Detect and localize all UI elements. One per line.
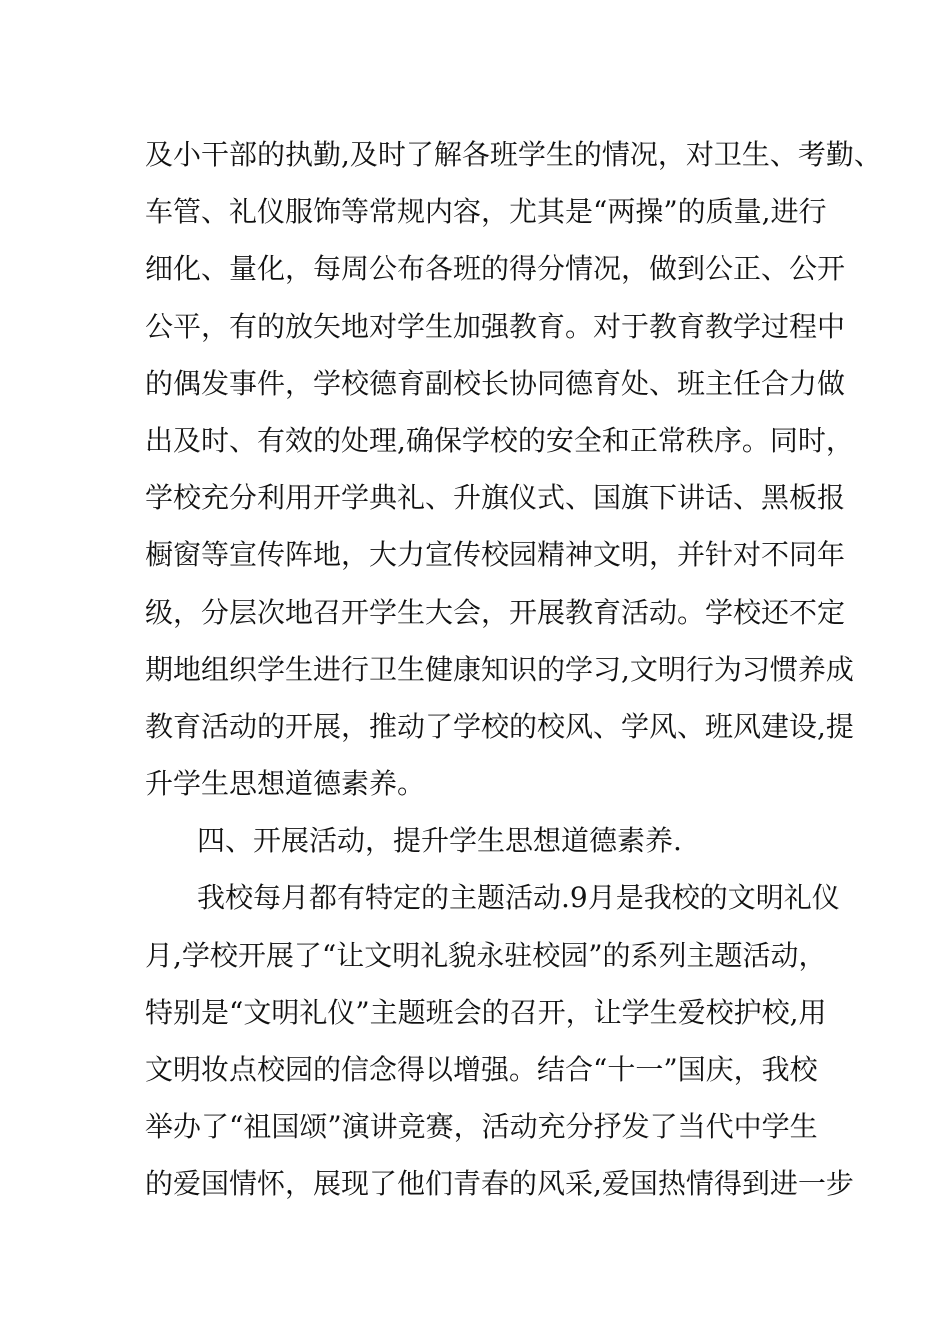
- text-line: 级，分层次地召开学生大会，开展教育活动。学校还不定: [145, 595, 846, 629]
- text-line: 教育活动的开展，推动了学校的校风、学风、班风建设,提: [145, 709, 854, 743]
- text-line: 及小干部的执勤,及时了解各班学生的情况，对卫生、考勤、: [145, 138, 882, 171]
- text-line: 细化、量化，每周公布各班的得分情况，做到公正、公开: [145, 252, 846, 286]
- text-line: 我校每月都有特定的主题活动.9月是我校的文明礼仪: [197, 881, 840, 915]
- text-line: 学校充分利用开学典礼、升旗仪式、国旗下讲话、黑板报: [145, 481, 846, 515]
- text-line: 月,学校开展了“让文明礼貌永驻校园”的系列主题活动，: [145, 938, 827, 972]
- text-line: 特别是“文明礼仪”主题班会的召开，让学生爱校护校,用: [145, 995, 827, 1029]
- text-line: 期地组织学生进行卫生健康知识的学习,文明行为习惯养成: [145, 652, 854, 686]
- text-line: 出及时、有效的处理,确保学校的安全和正常秩序。同时，: [145, 423, 854, 457]
- text-line: 橱窗等宣传阵地，大力宣传校园精神文明，并针对不同年: [145, 538, 846, 572]
- text-line: 车管、礼仪服饰等常规内容，尤其是“两操”的质量,进行: [145, 195, 827, 229]
- text-line: 举办了“祖国颂”演讲竞赛，活动充分抒发了当代中学生: [145, 1110, 818, 1144]
- text-line: 公平，有的放矢地对学生加强教育。对于教育教学过程中: [145, 309, 846, 343]
- text-line: 升学生思想道德素养。: [145, 767, 426, 801]
- text-line: 文明妆点校园的信念得以增强。结合“十一”国庆，我校: [145, 1053, 818, 1086]
- document-body: [145, 126, 882, 1213]
- text-line: 的偶发事件，学校德育副校长协同德育处、班主任合力做: [145, 366, 846, 400]
- text-line: 的爱国情怀，展现了他们青春的风采,爱国热情得到进一步: [145, 1167, 854, 1201]
- section-heading: 四、开展活动，提升学生思想道德素养.: [197, 824, 682, 858]
